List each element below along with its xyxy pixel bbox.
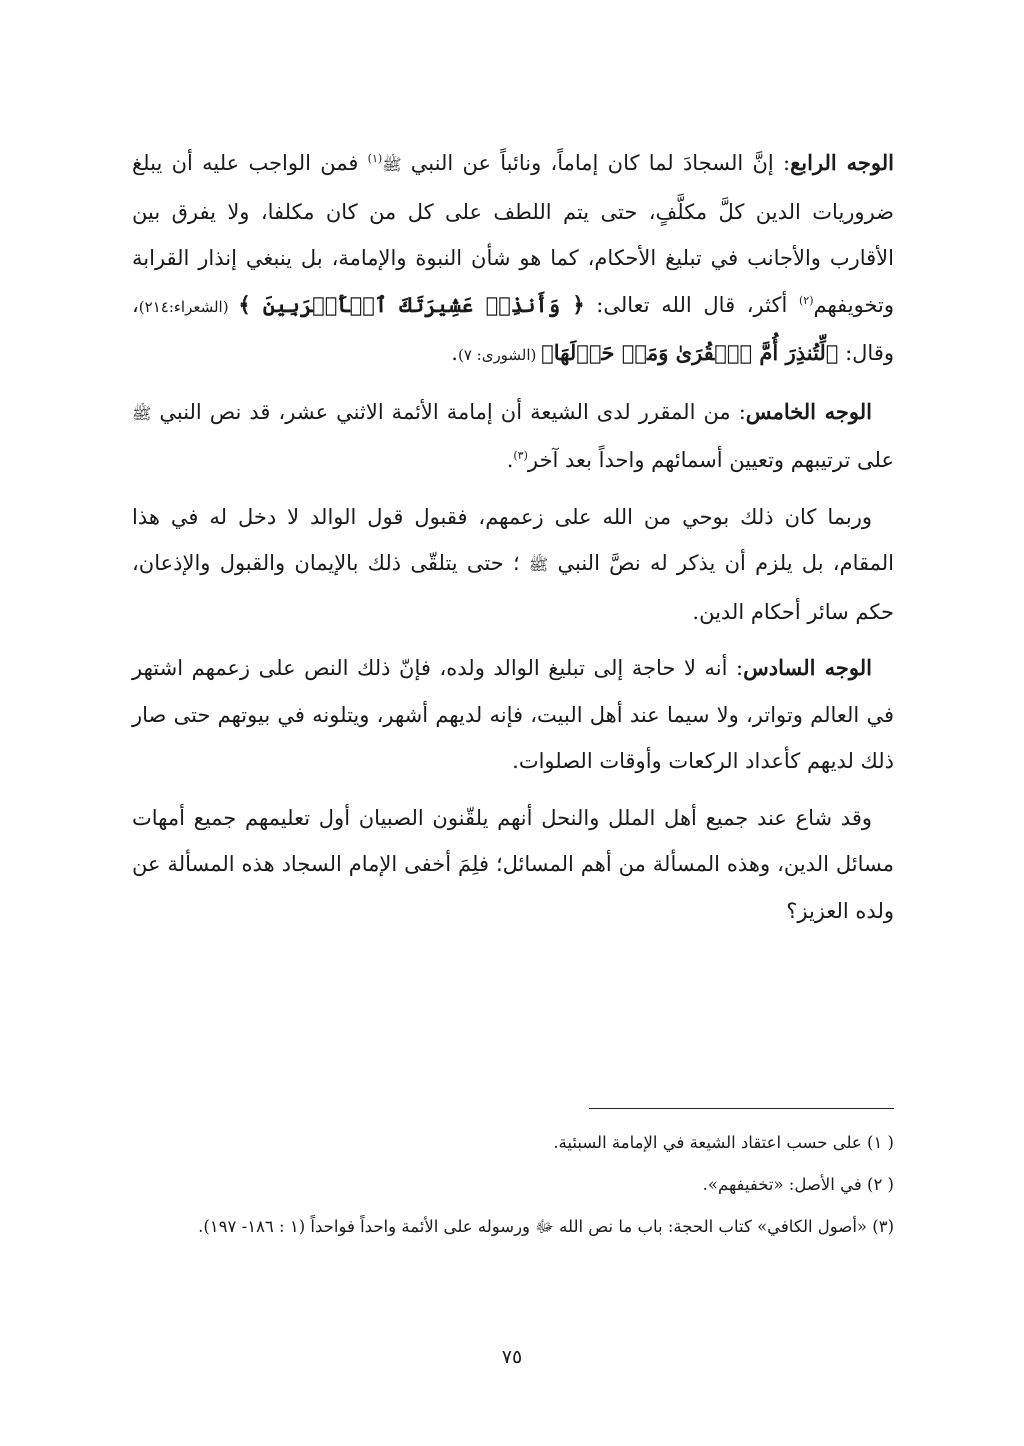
paragraph-religions [132, 795, 894, 935]
paragraph-revelation [132, 494, 894, 636]
paragraph-text: وقد شاع عند جميع أهل الملل والنحل أنهم يلقّنون الصبيان أول تعليمهم جميع أمهات مسائل الدين، وهذه المسألة من أهم المسائل؛ فلِمَ أخفى الإمام السجاد هذه المسألة عن ولده العزيز؟ [132, 805, 894, 923]
paragraph-text: أكثر، قال الله تعالى: [584, 292, 799, 317]
paragraph-text: على ترتيبهم وتعيين أسمائهم واحداً بعد آخر [527, 448, 894, 472]
footnote-3: (٣) «أصول الكافي» كتاب الحجة: باب ما نص الله ﷻ ورسوله على الأئمة واحداً فواحداً (١ : ١٨٦- ١٩٧). [198, 1217, 894, 1236]
footnotes [132, 1122, 894, 1248]
honorific-glyph: ﷺ [528, 555, 549, 574]
main-text [132, 140, 894, 944]
paragraph-text: فمن الواجب عليه أن يبلغ ضروريات الدين كلَّ مكلَّفٍ، حتى يتم اللطف على كل من كان مكلفا، ولا يفرق بين الأقارب والأجانب في تبليغ الأحكام، كما هو شأن النبوة والإمامة، بل ينبغي إنذار القرابة وتخويفهم [132, 151, 894, 317]
verse-reference: (الشورى: ٧) [457, 346, 542, 364]
paragraph-fourth-aspect [132, 140, 894, 379]
paragraph-text: وربما كان ذلك بوحي من الله على زعمهم، فقبول قول الوالد لا دخل له في هذا المقام، بل يلزم أن يذكر له نصَّ النبي [132, 504, 894, 575]
section-heading: الوجه الخامس [745, 398, 872, 424]
footnote-ref[interactable]: (٣) [513, 449, 528, 462]
paragraph-text: ؛ حتى يتلقّى ذلك بالإيمان والقبول والإذعان، حكم سائر أحكام الدين. [132, 551, 894, 624]
paragraph-text: . [506, 448, 514, 472]
honorific-glyph: ﷺ [132, 403, 152, 423]
footnote-ref[interactable]: (٢) [798, 293, 814, 307]
page-number: ٧٥ [501, 1346, 523, 1368]
paragraph-text: ، وقال: [132, 292, 894, 365]
honorific-glyph: ﷺ [382, 155, 402, 174]
paragraph-fifth-aspect [132, 389, 894, 484]
verse-reference: (الشعراء:٢١٤) [138, 297, 239, 316]
paragraph-text: : من المقرر لدى الشيعة أن إمامة الأئمة الاثني عشر، قد نص النبي [151, 399, 746, 424]
footnote-1: ( ١) على حسب اعتقاد الشيعة في الإمامة السبئية. [553, 1133, 894, 1152]
quran-verse: ﴿لِّتُنذِرَ أُمَّ ٱلۡقُرَىٰ وَمَنۡ حَوۡلَهَا﴾ [541, 340, 839, 365]
paragraph-sixth-aspect [132, 645, 894, 785]
footnote-divider [589, 1108, 894, 1109]
footnote-2: ( ٢) في الأصل: «تخفيفهم». [702, 1175, 894, 1194]
section-heading: الوجه السادس [743, 655, 872, 680]
quran-verse: ﴿ وَأَنذِرۡ عَشِيرَتَكَ ٱلۡأَقۡرَبِينَ ﴾ [238, 291, 585, 317]
paragraph-text: : إنَّ السجادَ لما كان إماماً، ونائباً عن النبي [401, 151, 791, 175]
paragraph-text: : أنه لا حاجة إلى تبليغ الوالد ولده، فإنّ ذلك النص على زعمهم اشتهر في العالم وتواتر، ولا سيما عند أهل البيت، فإنه لديهم أشهر، ويتلونه في بيوتهم حتى صار ذلك لديهم كأعداد الركعات وأوقات الصلوات. [132, 656, 894, 773]
section-heading: الوجه الرابع [790, 150, 894, 175]
footnote-ref[interactable]: (١) [367, 152, 383, 165]
paragraph-text: . [451, 341, 458, 365]
